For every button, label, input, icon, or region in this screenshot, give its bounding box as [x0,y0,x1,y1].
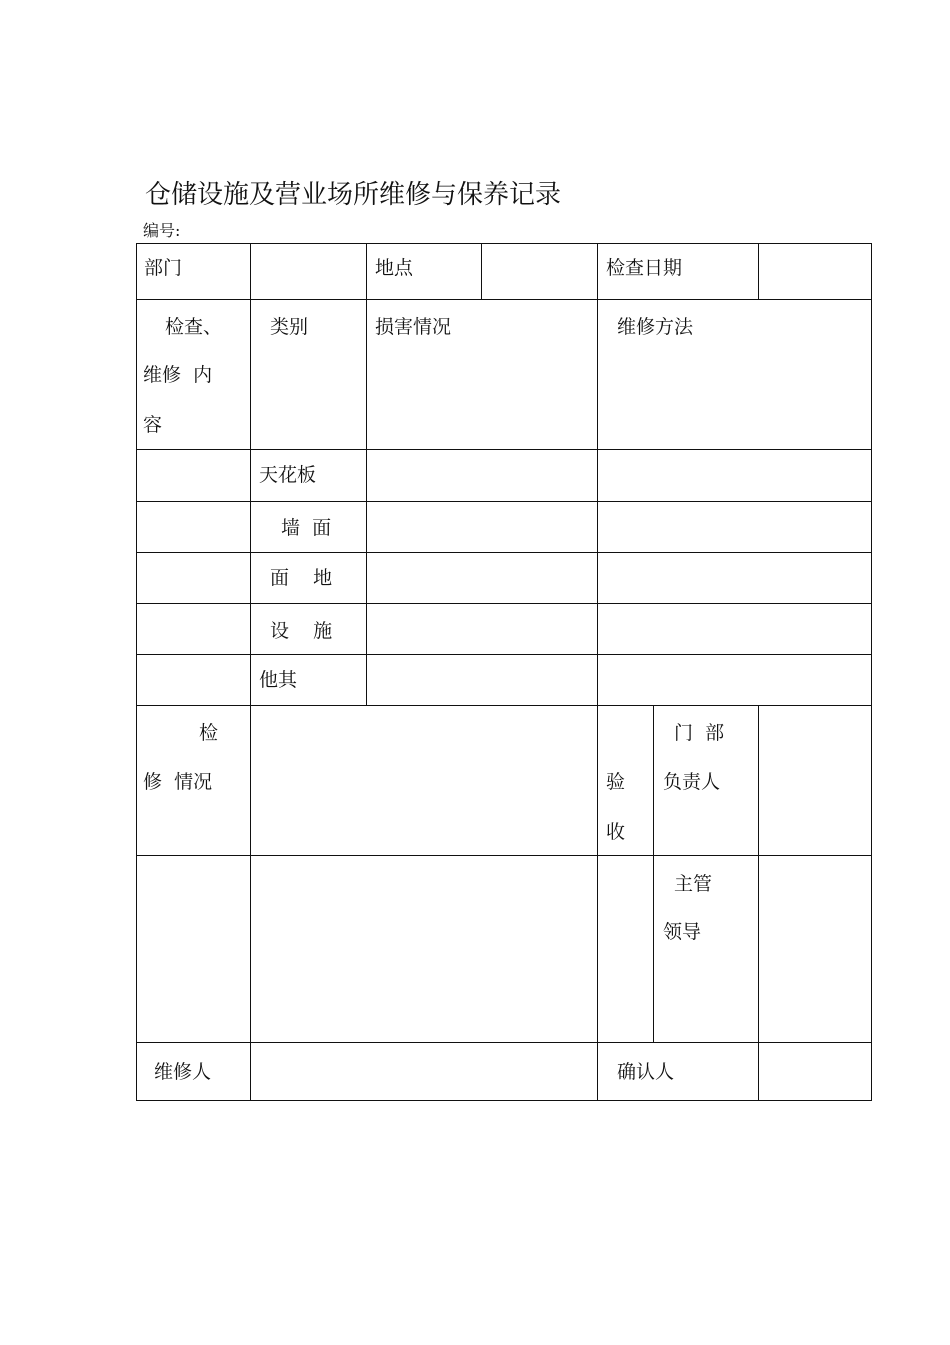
acceptance-label-line2: 收 [606,821,626,843]
table-rule [136,501,872,502]
category-facility: 设 施 [270,620,333,642]
location-label: 地点 [375,257,414,279]
table-border-top [136,243,872,244]
table-rule [136,449,872,450]
category-wall: 墙 面 [281,517,332,539]
document-number-label: 编号: [143,221,181,240]
acceptance-label-line1: 验 [606,771,626,793]
dept-head-label-line1: 门 部 [674,722,725,744]
confirmer-label: 确认人 [617,1061,675,1083]
table-rule [758,243,759,299]
table-rule [136,705,872,706]
content-label-line1: 检查、 [165,316,223,338]
repair-label-line1: 检 [199,722,219,744]
table-border-right [871,243,872,1101]
table-rule [597,243,598,1100]
inspection-date-label: 检查日期 [606,257,683,279]
table-rule [758,705,759,1100]
category-other: 他其 [259,669,298,691]
table-border-bottom [136,1100,872,1101]
table-rule [653,705,654,1042]
table-rule [136,654,872,655]
table-rule [136,552,872,553]
table-rule [136,855,872,856]
table-rule [136,1042,872,1043]
category-header: 类别 [270,316,309,338]
content-label-line2: 维修 内 [143,364,213,386]
document-title: 仓储设施及营业场所维修与保养记录 [145,180,562,210]
table-rule [136,299,872,300]
category-ceiling: 天花板 [259,464,317,486]
repairer-label: 维修人 [154,1061,212,1083]
department-label: 部门 [144,257,183,279]
supervisor-label-line1: 主管 [674,873,713,895]
content-label-line3: 容 [143,414,163,436]
table-rule [136,603,872,604]
damage-header: 损害情况 [375,316,452,338]
category-floor: 面 地 [270,567,333,589]
method-header: 维修方法 [617,316,694,338]
repair-label-line2: 修 情况 [143,771,213,793]
dept-head-label-line2: 负责人 [663,771,721,793]
table-rule [481,243,482,299]
table-rule [366,243,367,705]
maintenance-record-table [136,243,872,1101]
table-border-left [136,243,137,1101]
supervisor-label-line2: 领导 [663,921,702,943]
table-rule [250,243,251,1101]
